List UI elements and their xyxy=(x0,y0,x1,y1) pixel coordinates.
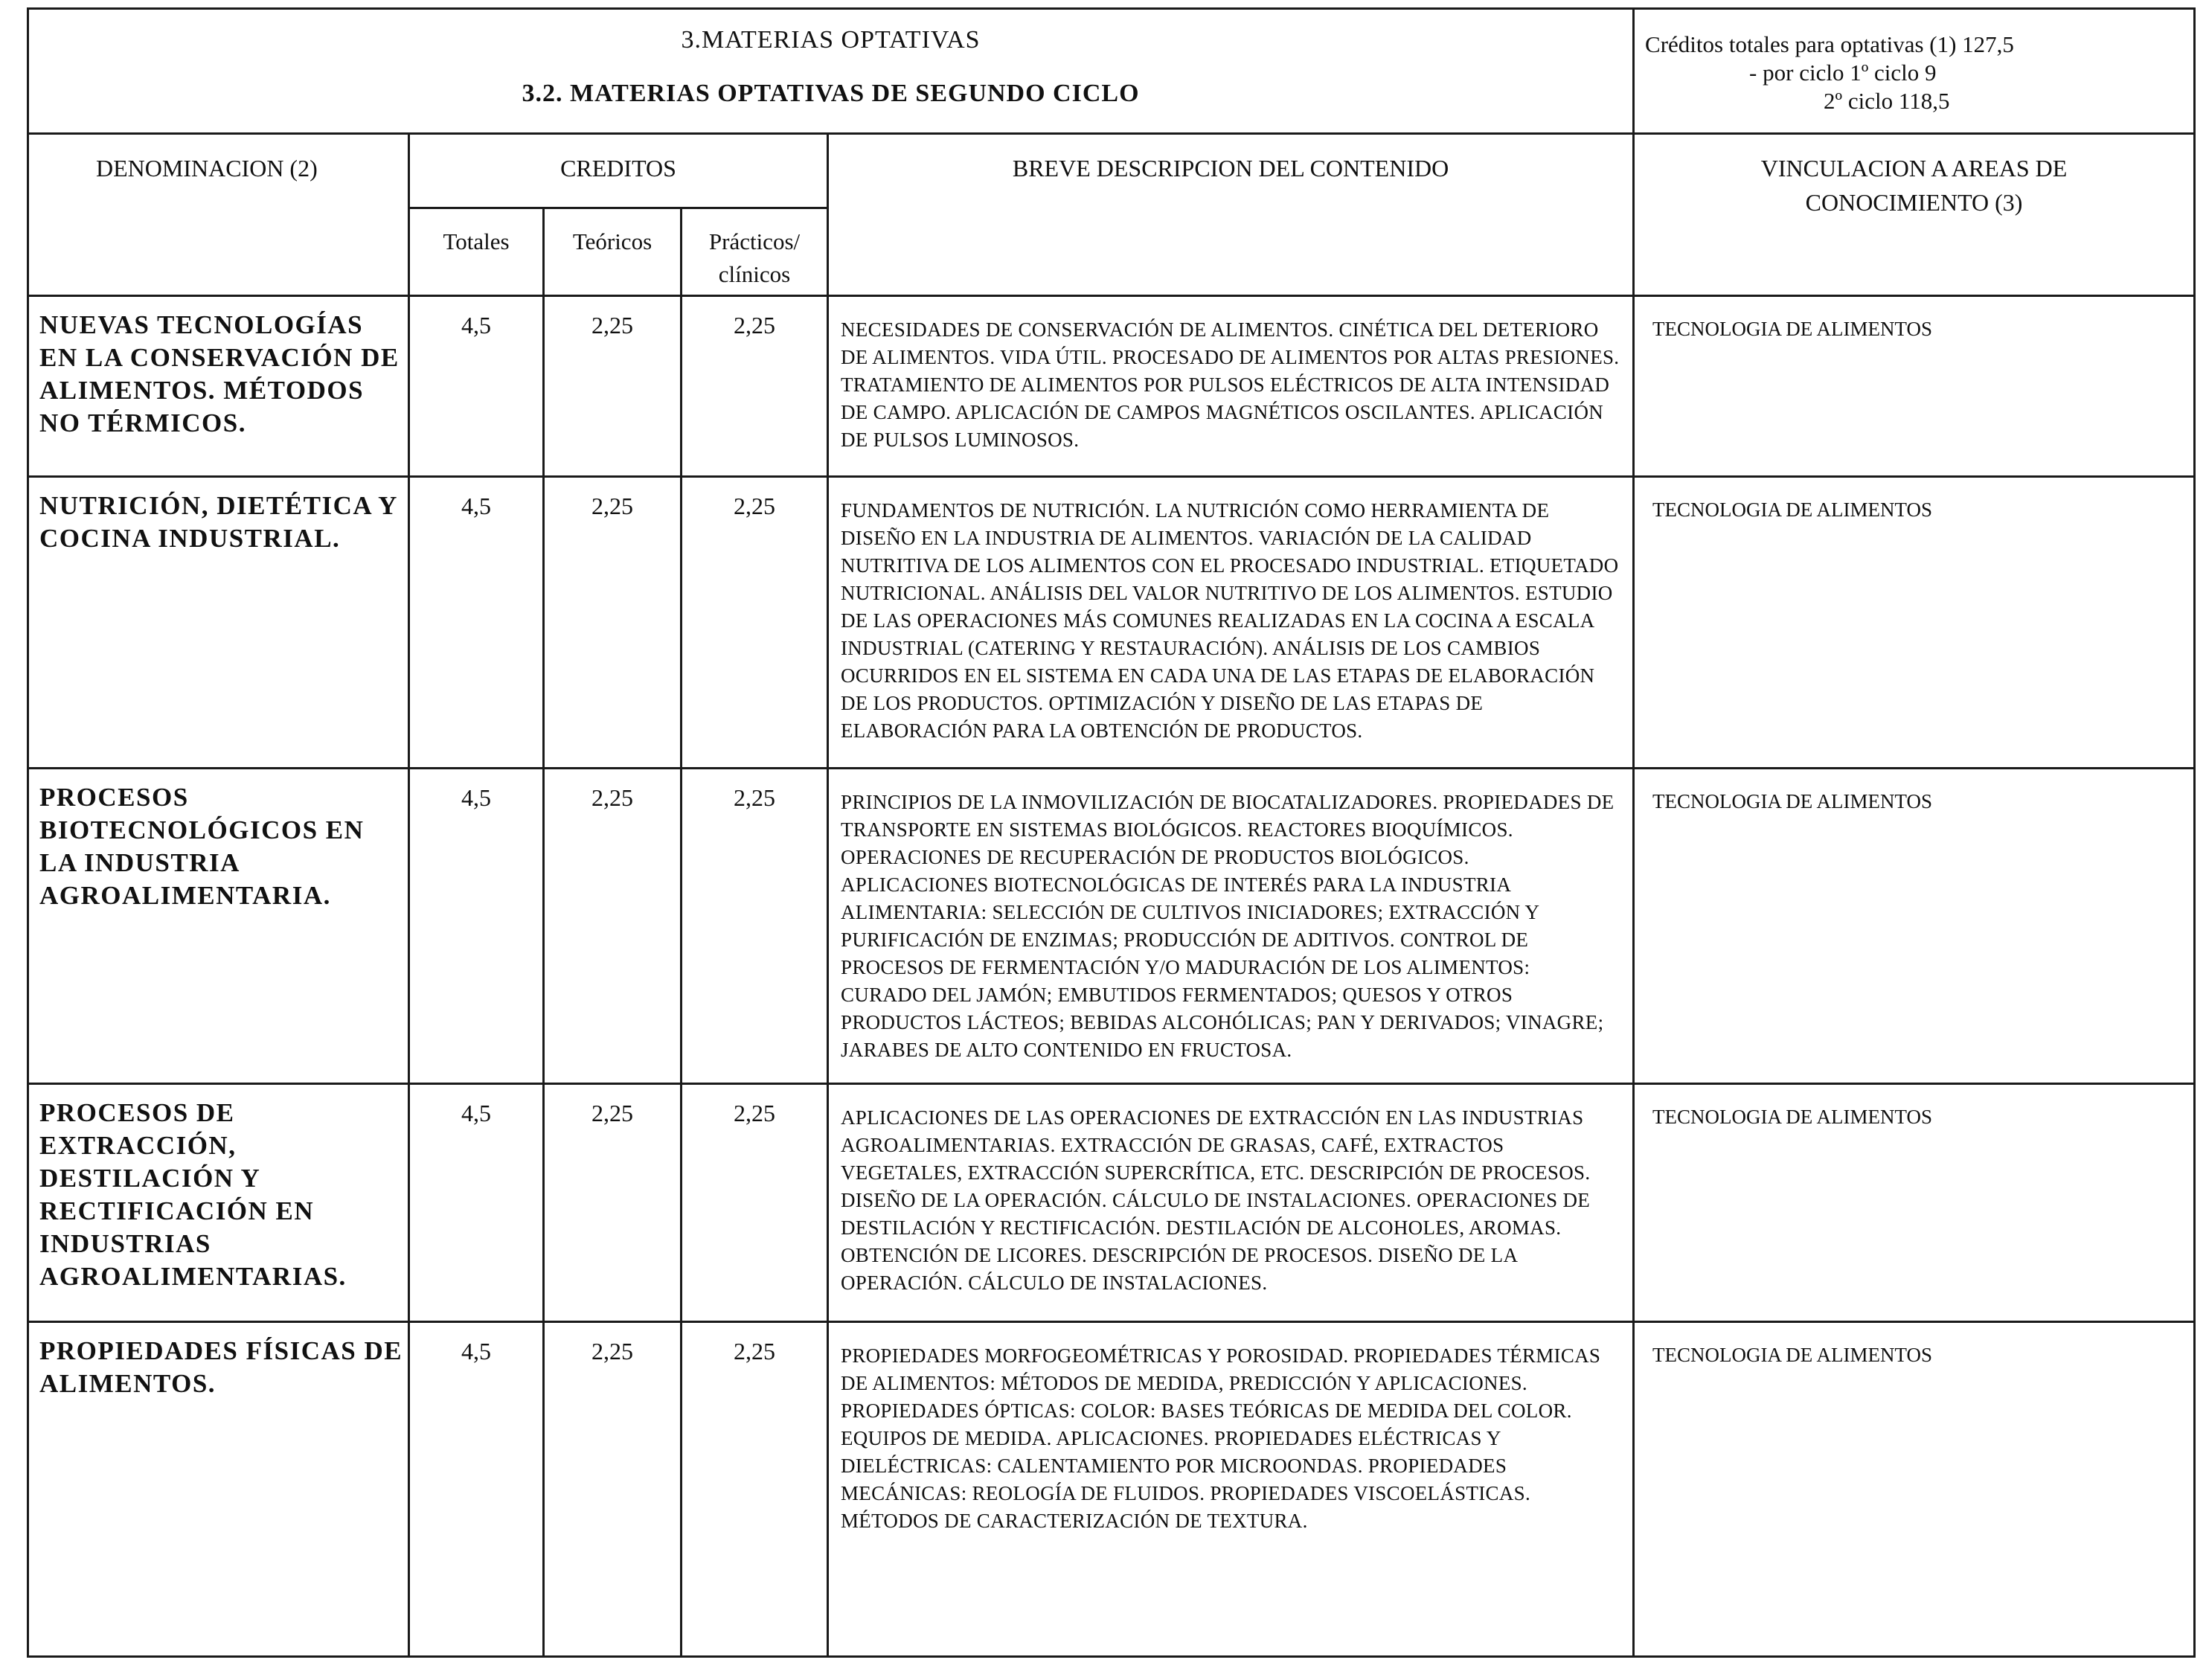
title-cell xyxy=(28,9,1634,134)
practicos-label-line2: clínicos xyxy=(718,261,791,287)
knowledge-area: TECNOLOGIA DE ALIMENTOS xyxy=(1634,477,2195,769)
table-row xyxy=(28,477,2195,769)
credits-total: Créditos totales para optativas (1) 127,5 xyxy=(1645,31,2014,57)
totales-label: Totales xyxy=(443,228,510,254)
teoricos-header xyxy=(544,208,682,296)
subject-description: PRINCIPIOS DE LA INMOVILIZACIÓN DE BIOCATALIZADORES. PROPIEDADES DE TRANSPORTE EN SISTEMAS BIOLÓGICOS. REACTORES BIOQUÍMICOS. OPERACIONES DE RECUPERACIÓN DE PRODUCTOS BIOLÓGICOS. APLICACIONES BIOTECNOLÓGICAS DE INTERÉS PARA LA INDUSTRIA ALIMENTARIA: SELECCIÓN DE CULTIVOS INICIADORES; EXTRACCIÓN Y PURIFICACIÓN DE ENZIMAS; PRODUCCIÓN DE ADITIVOS. CONTROL DE PROCESOS DE FERMENTACIÓN Y/O MADURACIÓN DE LOS ALIMENTOS: CURADO DEL JAMÓN; EMBUTIDOS FERMENTADOS; QUESOS Y OTROS PRODUCTOS LÁCTEOS; BEBIDAS ALCOHÓLICAS; PAN Y DERIVADOS; VINAGRE; JARABES DE ALTO CONTENIDO EN FRUCTOSA. xyxy=(828,769,1634,1084)
credits-totales: 4,5 xyxy=(409,477,544,769)
knowledge-area: TECNOLOGIA DE ALIMENTOS xyxy=(1634,296,2195,477)
knowledge-area: TECNOLOGIA DE ALIMENTOS xyxy=(1634,1322,2195,1657)
credits-practicos: 2,25 xyxy=(682,769,828,1084)
vinculacion-header xyxy=(1634,134,2195,296)
credits-teoricos: 2,25 xyxy=(544,477,682,769)
totales-header xyxy=(409,208,544,296)
subject-name: PROCESOS BIOTECNOLÓGICOS EN LA INDUSTRIA AGROALIMENTARIA. xyxy=(28,769,409,1084)
credits-cycle1: - por ciclo 1º ciclo 9 xyxy=(1749,60,1937,86)
credits-totales: 4,5 xyxy=(409,1084,544,1322)
teoricos-label: Teóricos xyxy=(572,228,652,254)
credits-teoricos: 2,25 xyxy=(544,1084,682,1322)
credits-totales: 4,5 xyxy=(409,296,544,477)
optional-subjects-table xyxy=(27,7,2196,1658)
descripcion-label: BREVE DESCRIPCION DEL CONTENIDO xyxy=(1012,155,1449,182)
credits-practicos: 2,25 xyxy=(682,1084,828,1322)
creditos-header xyxy=(409,134,828,208)
subject-name: NUTRICIÓN, DIETÉTICA Y COCINA INDUSTRIAL. xyxy=(28,477,409,769)
subject-name: PROPIEDADES FÍSICAS DE ALIMENTOS. xyxy=(28,1322,409,1657)
credits-totales: 4,5 xyxy=(409,1322,544,1657)
descripcion-header xyxy=(828,134,1634,296)
subject-name: NUEVAS TECNOLOGÍAS EN LA CONSERVACIÓN DE ALIMENTOS. MÉTODOS NO TÉRMICOS. xyxy=(28,296,409,477)
credits-teoricos: 2,25 xyxy=(544,769,682,1084)
table-row xyxy=(28,296,2195,477)
denominacion-label: DENOMINACION (2) xyxy=(96,155,318,182)
creditos-label: CREDITOS xyxy=(560,155,676,182)
credits-summary-cell xyxy=(1634,9,2195,134)
credits-practicos: 2,25 xyxy=(682,477,828,769)
subject-description: PROPIEDADES MORFOGEOMÉTRICAS Y POROSIDAD. PROPIEDADES TÉRMICAS DE ALIMENTOS: MÉTODOS DE MEDIDA, PREDICCIÓN Y APLICACIONES. PROPIEDADES ÓPTICAS: COLOR: BASES TEÓRICAS DE MEDIDA DEL COLOR. EQUIPOS DE MEDIDA. APLICACIONES. PROPIEDADES ELÉCTRICAS Y DIELÉCTRICAS: CALENTAMIENTO POR MICROONDAS. PROPIEDADES MECÁNICAS: REOLOGÍA DE FLUIDOS. PROPIEDADES VISCOELÁSTICAS. MÉTODOS DE CARACTERIZACIÓN DE TEXTURA. xyxy=(828,1322,1634,1657)
credits-practicos: 2,25 xyxy=(682,1322,828,1657)
denominacion-header xyxy=(28,134,409,296)
knowledge-area: TECNOLOGIA DE ALIMENTOS xyxy=(1634,769,2195,1084)
credits-teoricos: 2,25 xyxy=(544,296,682,477)
credits-practicos: 2,25 xyxy=(682,296,828,477)
table-row xyxy=(28,1322,2195,1657)
vinculacion-label-line1: VINCULACION A AREAS DE xyxy=(1760,155,2068,182)
subject-description: FUNDAMENTOS DE NUTRICIÓN. LA NUTRICIÓN COMO HERRAMIENTA DE DISEÑO EN LA INDUSTRIA DE ALIMENTOS. VARIACIÓN DE LA CALIDAD NUTRITIVA DE LOS ALIMENTOS CON EL PROCESADO INDUSTRIAL. ETIQUETADO NUTRICIONAL. ANÁLISIS DEL VALOR NUTRITIVO DE LOS ALIMENTOS. ESTUDIO DE LAS OPERACIONES MÁS COMUNES REALIZADAS EN LA COCINA A ESCALA INDUSTRIAL (CATERING Y RESTAURACIÓN). ANÁLISIS DE LOS CAMBIOS OCURRIDOS EN EL SISTEMA EN CADA UNA DE LAS ETAPAS DE ELABORACIÓN DE LOS PRODUCTOS. OPTIMIZACIÓN Y DISEÑO DE LAS ETAPAS DE ELABORACIÓN PARA LA OBTENCIÓN DE PRODUCTOS. xyxy=(828,477,1634,769)
page-title: 3.MATERIAS OPTATIVAS xyxy=(681,26,981,54)
subject-description: APLICACIONES DE LAS OPERACIONES DE EXTRACCIÓN EN LAS INDUSTRIAS AGROALIMENTARIAS. EXTRACCIÓN DE GRASAS, CAFÉ, EXTRACTOS VEGETALES, EXTRACCIÓN SUPERCRÍTICA, ETC. DESCRIPCIÓN DE PROCESOS. DISEÑO DE LA OPERACIÓN. CÁLCULO DE INSTALACIONES. OPERACIONES DE DESTILACIÓN Y RECTIFICACIÓN. DESTILACIÓN DE ALCOHOLES, AROMAS. OBTENCIÓN DE LICORES. DESCRIPCIÓN DE PROCESOS. DISEÑO DE LA OPERACIÓN. CÁLCULO DE INSTALACIONES. xyxy=(828,1084,1634,1322)
column-header-row xyxy=(28,134,2195,208)
page-subtitle: 3.2. MATERIAS OPTATIVAS DE SEGUNDO CICLO xyxy=(522,80,1140,107)
credits-teoricos: 2,25 xyxy=(544,1322,682,1657)
subject-description: NECESIDADES DE CONSERVACIÓN DE ALIMENTOS. CINÉTICA DEL DETERIORO DE ALIMENTOS. VIDA ÚTIL. PROCESADO DE ALIMENTOS POR ALTAS PRESIONES. TRATAMIENTO DE ALIMENTOS POR PULSOS ELÉCTRICOS DE ALTA INTENSIDAD DE CAMPO. APLICACIÓN DE CAMPOS MAGNÉTICOS OSCILANTES. APLICACIÓN DE PULSOS LUMINOSOS. xyxy=(828,296,1634,477)
practicos-label-line1: Prácticos/ xyxy=(708,228,801,254)
table-row xyxy=(28,769,2195,1084)
title-row xyxy=(28,9,2195,134)
credits-totales: 4,5 xyxy=(409,769,544,1084)
subject-name: PROCESOS DE EXTRACCIÓN, DESTILACIÓN Y RECTIFICACIÓN EN INDUSTRIAS AGROALIMENTARIAS. xyxy=(28,1084,409,1322)
table-row xyxy=(28,1084,2195,1322)
knowledge-area: TECNOLOGIA DE ALIMENTOS xyxy=(1634,1084,2195,1322)
practicos-header xyxy=(682,208,828,296)
credits-cycle2: 2º ciclo 118,5 xyxy=(1824,88,1950,114)
vinculacion-label-line2: CONOCIMIENTO (3) xyxy=(1805,189,2023,216)
